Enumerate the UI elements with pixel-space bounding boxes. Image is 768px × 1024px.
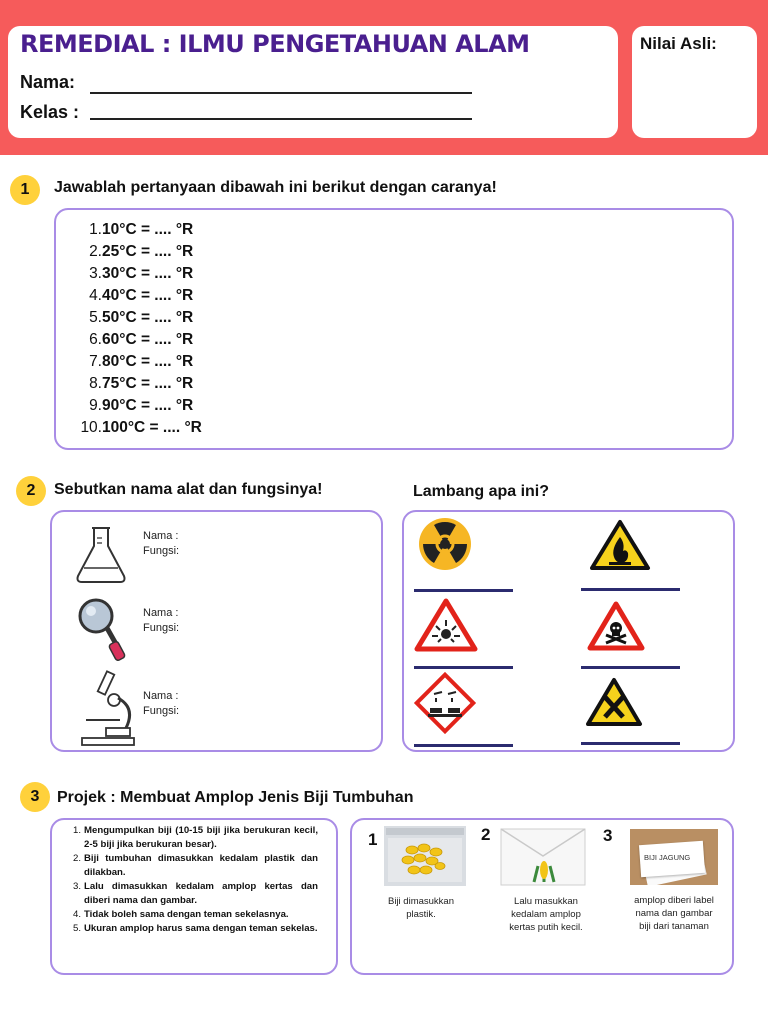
question-list — [72, 219, 202, 439]
question-item: 10.100°C = .... °R — [80, 419, 202, 436]
illustration-3-caption: amplop diberi label nama dan gambar biji dari tanaman — [634, 895, 714, 932]
section-1-badge: 1 — [10, 175, 40, 205]
section-3-title: Projek : Membuat Amplop Jenis Biji Tumbuhan — [57, 789, 414, 806]
flammable-icon — [589, 519, 651, 571]
question-item: 6.60°C = .... °R — [89, 331, 194, 348]
score-label: Nilai Asli: — [640, 34, 717, 53]
list-item: 2. Biji tumbuhan dimasukkan kedalam plastik dan dilakban. — [72, 853, 318, 878]
magnifying-glass-icon — [76, 596, 128, 668]
envelope-icon — [500, 828, 586, 886]
answer-line[interactable] — [581, 588, 680, 591]
question-item: 1.10°C = .... °R — [89, 221, 194, 238]
section-1-instruction: Jawablah pertanyaan dibawah ini berikut dengan caranya! — [54, 179, 497, 196]
answer-line[interactable] — [414, 589, 513, 592]
class-line[interactable] — [90, 118, 472, 120]
tool-1-text: Nama : Fungsi: — [143, 530, 180, 557]
answer-line[interactable] — [414, 666, 513, 669]
illustration-2-number: 2 — [481, 825, 491, 844]
seed-bag-icon — [384, 826, 466, 886]
answer-line[interactable] — [581, 666, 680, 669]
answer-line[interactable] — [414, 744, 513, 747]
illustration-2-caption: Lalu masukkan kedalam amplop kertas putih kecil. — [509, 896, 583, 933]
list-item: 3. Lalu dimasukkan kedalam amplop kertas dan diberi nama dan gambar. — [72, 881, 318, 906]
steps-list — [66, 824, 318, 936]
question-item: 4.40°C = .... °R — [89, 287, 194, 304]
list-item: 4. Tidak boleh sama dengan teman sekelasnya. — [72, 909, 289, 920]
question-item: 8.75°C = .... °R — [89, 375, 194, 392]
illustration-1-caption: Biji dimasukkan plastik. — [388, 896, 454, 920]
answer-line[interactable] — [581, 742, 680, 745]
section-3-badge: 3 — [20, 782, 50, 812]
radioactive-icon — [418, 517, 472, 571]
page-title: REMEDIAL : ILMU PENGETAHUAN ALAM — [20, 30, 530, 58]
section-2-instruction: Sebutkan nama alat dan fungsinya! — [54, 481, 323, 498]
name-line[interactable] — [90, 92, 472, 94]
illustration-1-number: 1 — [368, 830, 378, 849]
corrosive-icon — [414, 672, 476, 734]
label-card-text: BIJI JAGUNG — [644, 853, 691, 862]
question-item: 3.30°C = .... °R — [89, 265, 194, 282]
list-item: 5. Ukuran amplop harus sama dengan teman sekelas. — [72, 923, 318, 934]
tool-3-text: Nama : Fungsi: — [143, 690, 180, 717]
name-label: Nama: — [20, 72, 76, 92]
class-label: Kelas : — [20, 102, 80, 122]
section-2-badge: 2 — [16, 476, 46, 506]
toxic-icon — [587, 601, 645, 651]
label-card-photo — [630, 829, 718, 885]
tool-2-text: Nama : Fungsi: — [143, 607, 180, 634]
question-item: 9.90°C = .... °R — [89, 397, 194, 414]
question-item: 5.50°C = .... °R — [89, 309, 194, 326]
illustration-3-number: 3 — [603, 826, 613, 845]
harmful-icon — [585, 677, 643, 727]
explosive-icon — [414, 598, 478, 652]
list-item: 1. Mengumpulkan biji (10-15 biji jika berukuran kecil, 2-5 biji jika berukuran besar). — [72, 825, 318, 850]
question-item: 7.80°C = .... °R — [89, 353, 194, 370]
symbols-heading: Lambang apa ini? — [413, 483, 550, 500]
question-item: 2.25°C = .... °R — [89, 243, 194, 260]
erlenmeyer-flask-icon — [72, 524, 130, 586]
microscope-icon — [78, 668, 140, 748]
